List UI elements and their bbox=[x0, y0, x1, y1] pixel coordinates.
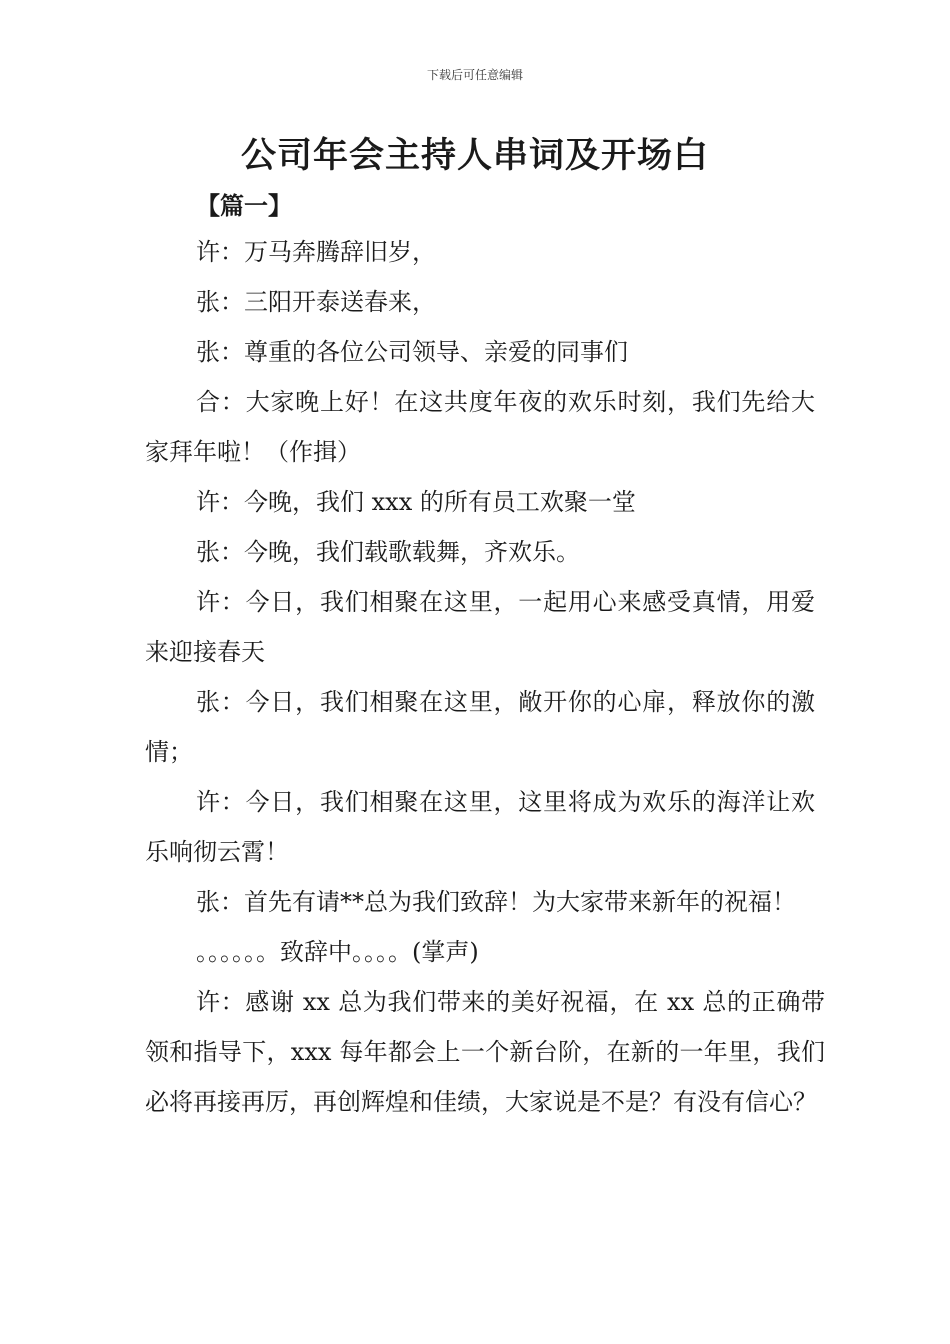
section-heading: 【篇一】 bbox=[196, 192, 292, 220]
document-title: 公司年会主持人串词及开场白 bbox=[240, 136, 709, 176]
paragraph: 许：今晚，我们 xxx 的所有员工欢聚一堂 bbox=[196, 488, 636, 516]
paragraph: 许：今日，我们相聚在这里，这里将成为欢乐的海洋让欢乐响彻云霄！ bbox=[145, 788, 815, 866]
document-body bbox=[145, 227, 825, 1127]
header-note: 下载后可任意编辑 bbox=[426, 68, 523, 82]
paragraph: 。。。。。。致辞中。。。。(掌声) bbox=[196, 938, 479, 966]
paragraph: 张：三阳开泰送春来， bbox=[196, 288, 436, 316]
paragraph: 张：今日，我们相聚在这里，敞开你的心扉，释放你的激情； bbox=[145, 688, 815, 766]
paragraph: 许：感谢 xx 总为我们带来的美好祝福，在 xx 总的正确带领和指导下，xxx 每年都会上一个新台阶，在新的一年里，我们必将再接再厉，再创辉煌和佳绩，大家说是不是？有没有信心？ bbox=[145, 988, 825, 1116]
paragraph: 许：万马奔腾辞旧岁， bbox=[196, 238, 436, 266]
paragraph: 张：今晚，我们载歌载舞，齐欢乐。 bbox=[196, 538, 580, 566]
paragraph: 张：尊重的各位公司领导、亲爱的同事们 bbox=[196, 338, 628, 366]
paragraph: 许：今日，我们相聚在这里，一起用心来感受真情，用爱来迎接春天 bbox=[145, 588, 815, 666]
paragraph: 合：大家晚上好！在这共度年夜的欢乐时刻，我们先给大家拜年啦！（作揖） bbox=[145, 388, 815, 466]
paragraph: 张：首先有请**总为我们致辞！为大家带来新年的祝福！ bbox=[196, 888, 796, 916]
